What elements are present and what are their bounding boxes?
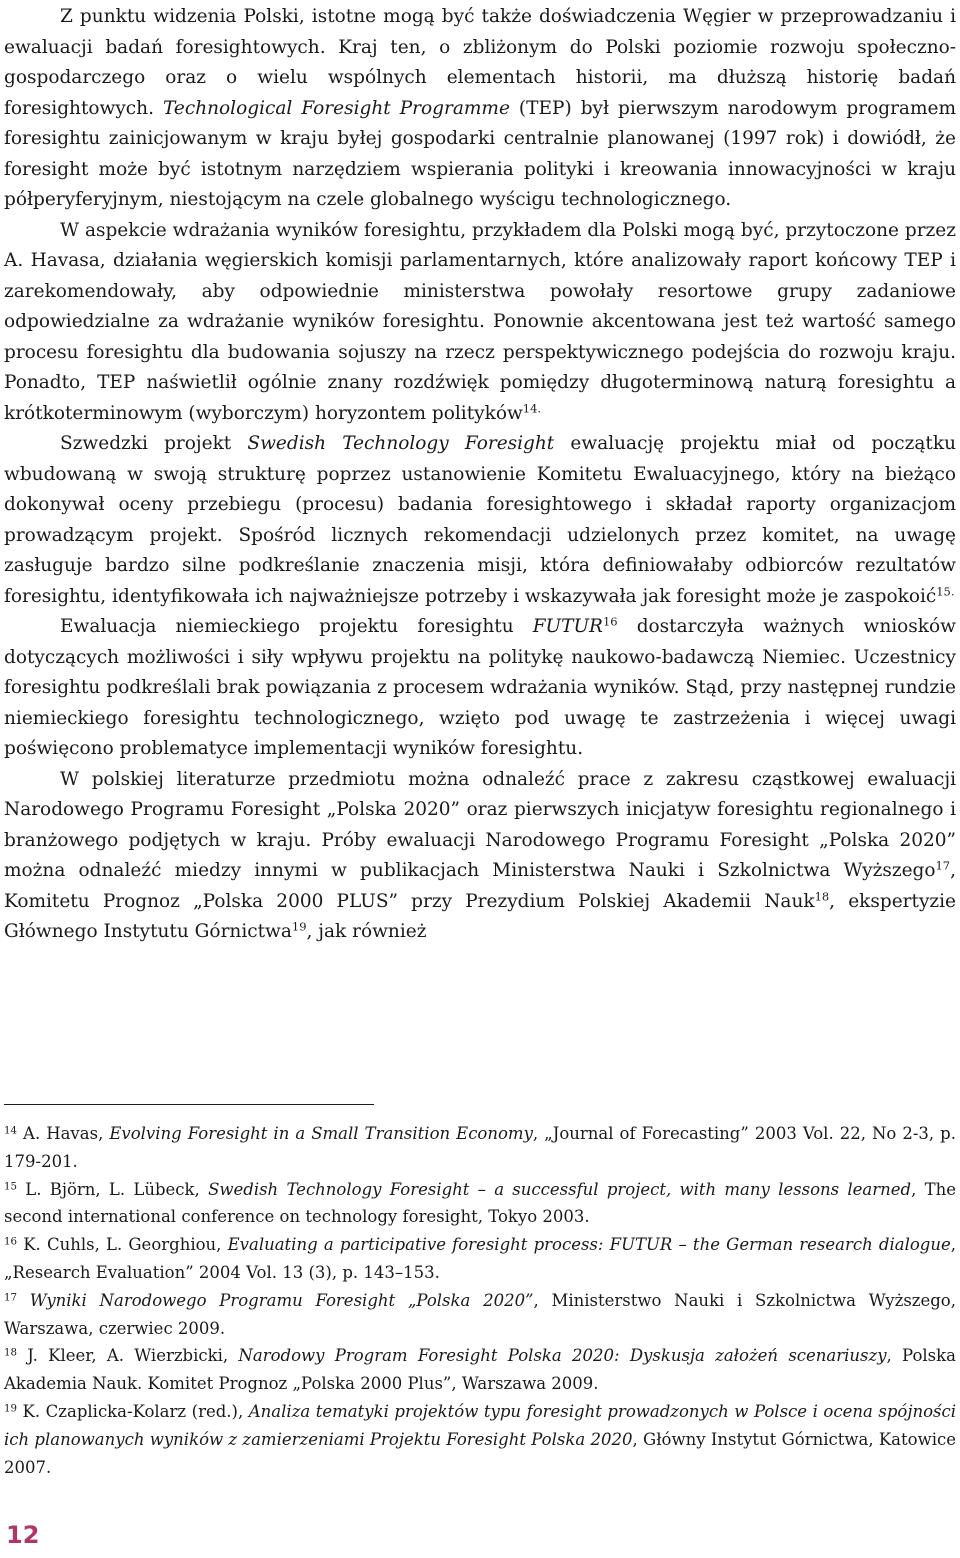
paragraph-text: , jak również [306, 921, 427, 942]
footnote-18 [4, 1342, 956, 1398]
paragraph-sweden [4, 429, 956, 612]
footnote-text: , The second international conference on technology foresight, Tokyo 2003. [4, 1179, 956, 1227]
footnote-ref-17[interactable]: 17 [935, 858, 951, 873]
paragraph-text: , Komitetu Prognoz „Polska 2000 PLUS” przy Prezydium Polskiej Akademii Nauk [4, 860, 956, 912]
paragraph-germany [4, 612, 956, 765]
footnote-ref-14[interactable]: 14. [522, 401, 542, 416]
footnote-16 [4, 1231, 956, 1287]
footnote-text: , Polska Akademia Nauk. Komitet Prognoz „Polska 2000 Plus”, Warszawa 2009. [4, 1346, 956, 1394]
paragraph-text: dostarczyła ważnych wniosków dotyczących możliwości i siły wpływu projektu na politykę naukowo-badawczą Niemiec. Uczestnicy foresightu podkreślali brak powiązania z procesem wdrażania wyników. Stąd, przy następnej rundzie niemieckiego foresightu technologicznego, wzięto pod uwagę te zastrzeżenia i więcej uwagi poświęcono problematyce implementacji wyników foresightu. [4, 616, 956, 759]
italic-title: Technological Foresight Programme [163, 97, 510, 119]
body-text [4, 2, 956, 948]
footnote-italic: Narodowy Program Foresight Polska 2020: Dyskusja założeń scenariuszy [238, 1346, 887, 1366]
paragraph-text: Z punktu widzenia Polski, istotne mogą być także doświadczenia Węgier w przeprowadzaniu i ewaluacji badań foresightowych. Kraj ten, o zbliżonym do Polski poziomie rozwoju społeczno-gospodarczego oraz o wielu wspólnych elementach historii, ma dłuższą historię badań foresightowych. [4, 6, 956, 119]
footnote-divider [4, 1104, 374, 1105]
footnote-number: 19 [4, 1403, 18, 1415]
paragraph-text: , ekspertyzie Głównego Instytutu Górnictwa [4, 890, 957, 942]
footnote-ref-15[interactable]: 15. [936, 584, 955, 599]
footnote-italic: Evaluating a participative foresight process: FUTUR – the German research dialogue [227, 1235, 951, 1255]
footnote-text: J. Kleer, A. Wierzbicki, [17, 1346, 239, 1366]
footnote-text: , „Research Evaluation” 2004 Vol. 13 (3), p. 143–153. [4, 1235, 957, 1282]
footnote-number: 15 [4, 1180, 18, 1192]
footnote-italic: Analiza tematyki projektów typu foresight prowadzonych w Polsce i ocena spójności ich planowanych wyników z zamierzeniami Projektu Foresight Polska 2020 [4, 1401, 956, 1449]
paragraph-text: Ewaluacja niemieckiego projektu foresightu [60, 616, 533, 637]
page-number: 12 [6, 1521, 40, 1549]
footnote-number: 17 [4, 1292, 18, 1304]
paragraph-poland [4, 765, 956, 948]
footnote-ref-18[interactable]: 18 [814, 889, 830, 904]
footnote-19 [4, 1398, 956, 1481]
footnotes [4, 1120, 956, 1481]
footnote-ref-19[interactable]: 19 [291, 919, 307, 934]
paragraph-text: W polskiej literaturze przedmiotu można odnaleźć prace z zakresu cząstkowej ewaluacji Narodowego Programu Foresight „Polska 2020” oraz pierwszych inicjatyw foresightu regionalnego i branżowego podjętych w kraju. Próby ewaluacji Narodowego Programu Foresight „Polska 2020” można odnaleźć miedzy innymi w publikacjach Ministerstwa Nauki i Szkolnictwa Wyższego [4, 768, 956, 881]
footnote-number: 14 [4, 1125, 18, 1137]
footnote-italic: Evolving Foresight in a Small Transition Economy [109, 1124, 533, 1143]
footnote-14 [4, 1120, 956, 1176]
italic-title: Swedish Technology Foresight [247, 433, 555, 454]
footnote-text: , Ministerstwo Nauki i Szkolnictwa Wyższego, Warszawa, czerwiec 2009. [4, 1290, 956, 1338]
paragraph-implementation [4, 216, 956, 430]
footnote-text: L. Björn, L. Lübeck, [17, 1179, 209, 1199]
footnote-text: A. Havas, [17, 1124, 110, 1143]
footnote-text: , „Journal of Forecasting” 2003 Vol. 22, No 2-3, p. 179-201. [4, 1124, 956, 1171]
footnote-italic: Wyniki Narodowego Programu Foresight „Polska 2020” [17, 1290, 534, 1310]
italic-title: FUTUR [532, 616, 603, 637]
footnote-number: 18 [4, 1347, 18, 1359]
footnote-text: K. Czaplicka-Kolarz (red.), [17, 1401, 249, 1421]
footnote-italic: Swedish Technology Foresight – a successful project, with many lessons learned [208, 1179, 912, 1199]
footnote-15 [4, 1176, 956, 1232]
footnote-ref-16[interactable]: 16 [603, 614, 618, 629]
footnote-text: K. Cuhls, L. Georghiou, [17, 1235, 228, 1255]
paragraph-hungary [4, 2, 956, 216]
paragraph-text: Szwedzki projekt [60, 433, 248, 454]
footnote-17 [4, 1287, 956, 1343]
paragraph-text: ewaluację projektu miał od początku wbudowaną w swoją strukturę poprzez ustanowienie Komitetu Ewaluacyjnego, który na bieżąco dokonywał oceny przebiegu (procesu) badania foresightowego i składał raporty organizacjom prowadzącym projekt. Spośród licznych rekomendacji udzielonych przez komitet, na uwagę zasługuje bardzo silne podkreślanie znaczenia misji, która definiowałaby odbiorców rezultatów foresightu, identyfikowała ich najważniejsze potrzeby i wskazywała jak foresight może je zaspokoić [4, 433, 956, 607]
paragraph-text: (TEP) był pierwszym narodowym programem foresightu zainicjowanym w kraju byłej gospodarki centralnie planowanej (1997 rok) i dowiódł, że foresight może być istotnym narzędziem wspierania polityki i kreowania innowacyjności w kraju półperyferyjnym, niestojącym na czele globalnego wyścigu technologicznego. [4, 97, 956, 210]
footnote-number: 16 [4, 1236, 18, 1248]
paragraph-text: W aspekcie wdrażania wyników foresightu, przykładem dla Polski mogą być, przytoczone przez A. Havasa, działania węgierskich komisji parlamentarnych, które analizowały raport końcowy TEP i zarekomendowały, aby odpowiednie ministerstwa powołały resortowe grupy zadaniowe odpowiedzialne za wdrażanie wyników foresightu. Ponownie akcentowana jest też wartość samego procesu foresightu dla budowania sojuszy na rzecz perspektywicznego podejścia do rozwoju kraju. Ponadto, TEP naświetlił ogólnie znany rozdźwięk pomiędzy długoterminową naturą foresightu a krótkoterminowym (wyborczym) horyzontem polityków [4, 219, 956, 424]
footnote-text: , Główny Instytut Górnictwa, Katowice 2007. [4, 1429, 956, 1477]
